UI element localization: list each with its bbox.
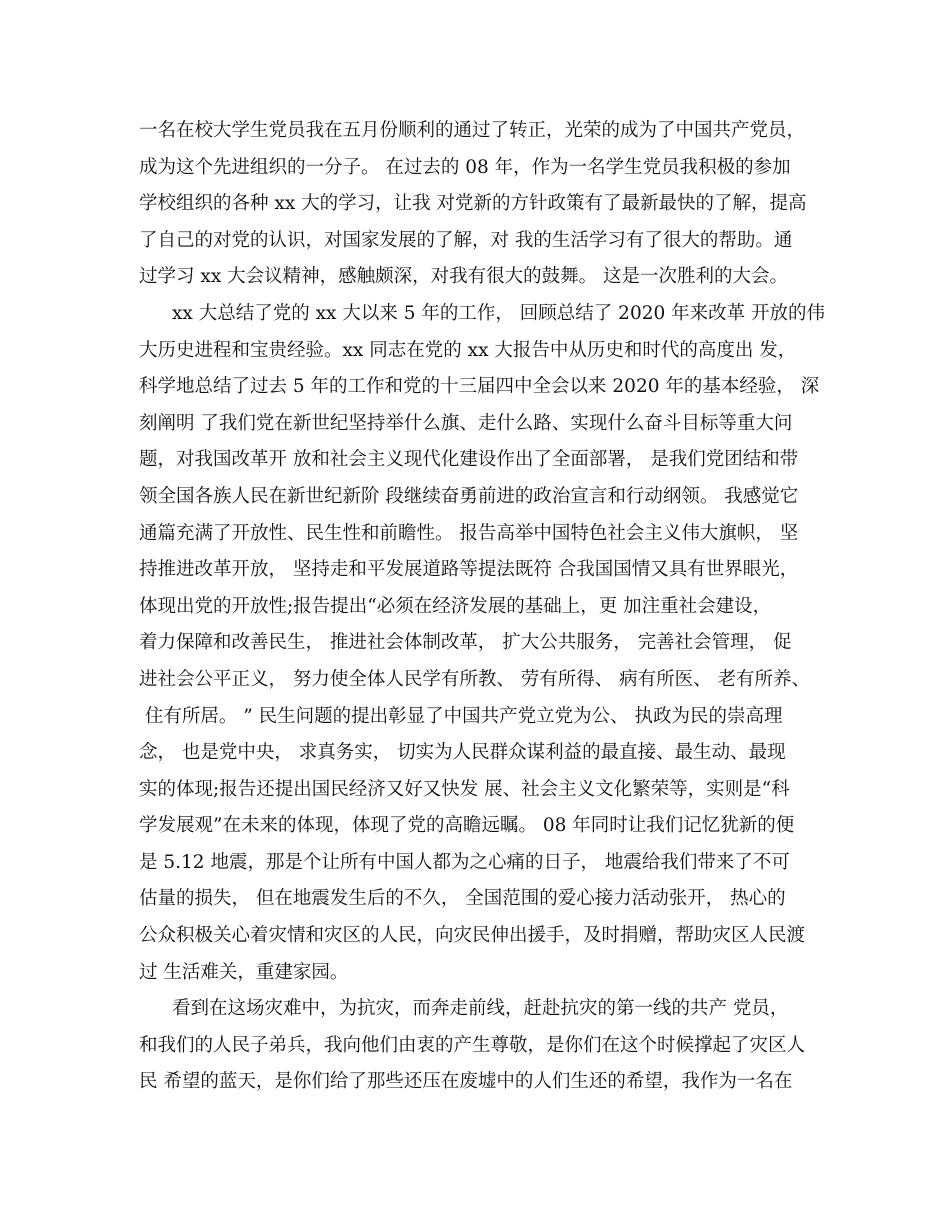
text-line: 估量的损失， 但在地震发生后的不久， 全国范围的爱心接力活动张开， 热心的: [139, 888, 786, 910]
text-line: 成为这个先进组织的一分子。 在过去的 08 年，作为一名学生党员我积极的参加: [139, 156, 791, 178]
text-line: 持推进改革开放， 坚持走和平发展道路等提法既符 合我国国情又具有世界眼光，: [139, 559, 799, 581]
text-line: 领全国各族人民在新世纪新阶 段继续奋勇前进的政治宣言和行动纲领。 我感觉它: [139, 485, 799, 507]
text-line: 学发展观”在未来的体现，体现了党的高瞻远瞩。 08 年同时让我们记忆犹新的便: [139, 815, 795, 837]
text-line: 念， 也是党中央， 求真务实， 切实为人民群众谋利益的最直接、最生动、最现: [139, 742, 786, 764]
text-line: 体现出党的开放性;报告提出“必须在经济发展的基础上，更 加注重社会建设，: [139, 595, 772, 617]
text-line: 是 5.12 地震，那是个让所有中国人都为之心痛的日子， 地震给我们带来了不可: [139, 851, 790, 873]
text-line: 住有所居。 ” 民生问题的提出彰显了中国共产党立党为公、 执政为民的崇高理: [139, 705, 783, 727]
text-line: 实的体现;报告还提出国民经济又好又快发 展、社会主义文化繁荣等，实则是“科: [139, 778, 790, 800]
paragraph-start-line: 看到在这场灾难中，为抗灾，而奔走前线，赶赴抗灾的第一线的共产 党员，: [172, 998, 789, 1020]
text-line: 着力保障和改善民生， 推进社会体制改革， 扩大公共服务， 完善社会管理， 促: [139, 632, 792, 654]
text-line: 过 生活难关，重建家园。: [139, 961, 349, 983]
text-line: 了自己的对党的认识，对国家发展的了解，对 我的生活学习有了很大的帮助。通: [139, 229, 793, 251]
text-line: 大历史进程和宝贵经验。xx 同志在党的 xx 大报告中从历史和时代的高度出 发，: [139, 339, 797, 361]
paragraph-start-line: xx 大总结了党的 xx 大以来 5 年的工作， 回顾总结了 2020 年来改革 开放的伟: [172, 302, 826, 324]
text-line: 公众积极关心着灾情和灾区的人民，向灾民伸出援手，及时捐赠，帮助灾区人民渡: [139, 925, 806, 947]
text-line: 科学地总结了过去 5 年的工作和党的十三届四中全会以来 2020 年的基本经验， 深: [139, 376, 820, 398]
text-line: 一名在校大学生党员我在五月份顺利的通过了转正，光荣的成为了中国共产党员，: [139, 120, 806, 141]
text-line: 和我们的人民子弟兵，我向他们由衷的产生尊敬，是你们在这个时候撑起了灾区人: [139, 1034, 806, 1056]
text-line: 过学习 xx 大会议精神，感触颇深，对我有很大的鼓舞。 这是一次胜利的大会。: [139, 266, 789, 288]
text-line: 学校组织的各种 xx 大的学习，让我 对党新的方针政策有了最新最快的了解，提高: [139, 193, 807, 215]
text-line: 民 希望的蓝天，是你们给了那些还压在废墟中的人们生还的希望，我作为一名在: [139, 1071, 793, 1093]
text-line: 进社会公平正义， 努力使全体人民学有所教、 劳有所得、 病有所医、 老有所养、: [139, 668, 811, 690]
document-body: [139, 113, 826, 1101]
text-line: 题，对我国改革开 放和社会主义现代化建设作出了全面部署， 是我们党团结和带: [139, 449, 799, 471]
text-line: 刻阐明 了我们党在新世纪坚持举什么旗、走什么路、实现什么奋斗目标等重大问: [139, 412, 793, 434]
text-line: 通篇充满了开放性、民生性和前瞻性。 报告高举中国特色社会主义伟大旗帜， 坚: [139, 522, 799, 544]
